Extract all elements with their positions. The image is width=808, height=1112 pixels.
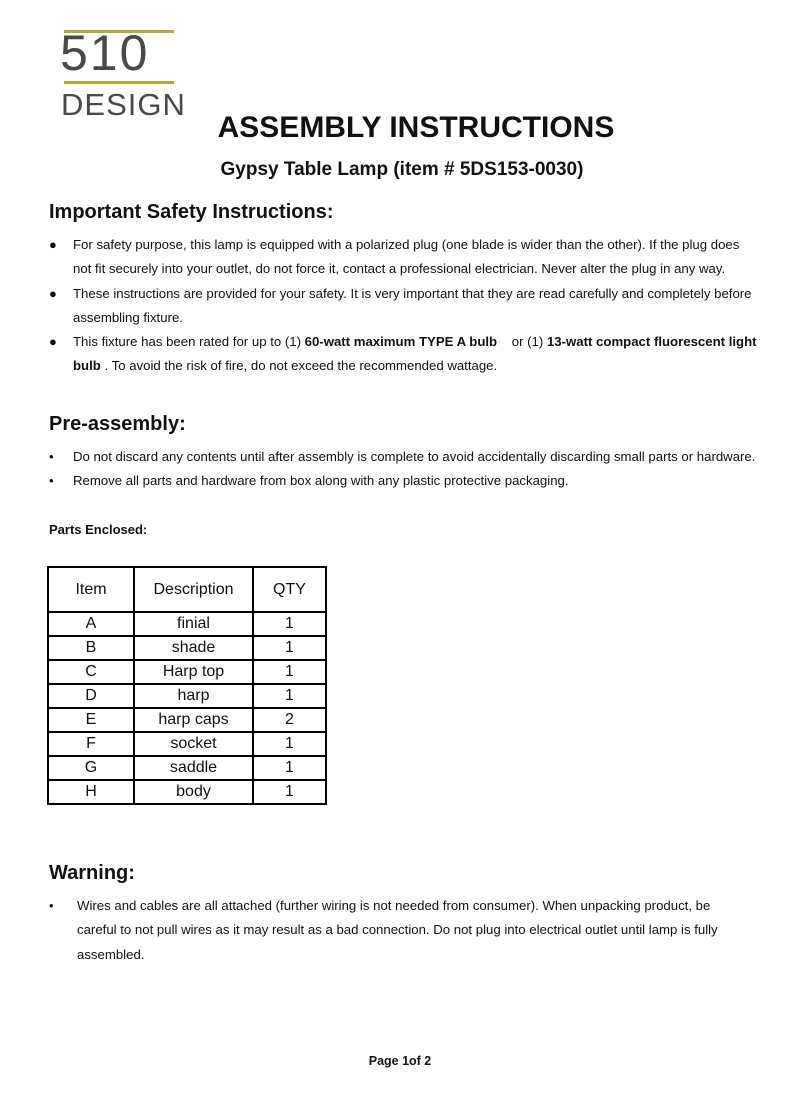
qty-cell: 1 — [253, 636, 326, 660]
qty-cell: 1 — [253, 612, 326, 636]
table-header-row — [48, 567, 326, 612]
description-cell: socket — [134, 732, 253, 756]
safety-list — [49, 233, 761, 379]
page-subtitle: Gypsy Table Lamp (item # 5DS153-0030) — [220, 159, 584, 180]
description-cell: harp — [134, 684, 253, 708]
table-row — [48, 780, 326, 804]
item-cell: D — [48, 684, 134, 708]
page-number: Page 1of 2 — [368, 1054, 432, 1068]
safety-heading: Important Safety Instructions: — [49, 201, 334, 223]
warning-item-1-text: Wires and cables are all attached (further wiring is not needed from consumer). When unpacking product, be careful to not pull wires as it may result as a bad connection. Do not plug into electrical outlet until lamp is fully assembled. — [77, 898, 718, 962]
bullet-icon: • — [49, 449, 54, 464]
preassembly-item-1-text: Do not discard any contents until after assembly is complete to avoid accidentally discarding small parts or hardware. — [73, 449, 756, 464]
description-cell: harp caps — [134, 708, 253, 732]
qty-cell: 1 — [253, 732, 326, 756]
table-row — [48, 708, 326, 732]
preassembly-heading: Pre-assembly: — [49, 413, 186, 435]
safety-item-3-part2: or (1) — [497, 334, 547, 350]
safety-item-3-part3: . To avoid the risk of fire, do not exceed the recommended wattage. — [100, 358, 498, 374]
list-item — [49, 894, 749, 967]
page-title: ASSEMBLY INSTRUCTIONS — [217, 111, 615, 144]
description-cell: Harp top — [134, 660, 253, 684]
logo-accent-bar — [64, 81, 174, 84]
parts-table — [47, 566, 327, 805]
preassembly-item-2-text: Remove all parts and hardware from box along with any plastic protective packaging. — [73, 473, 569, 489]
qty-cell: 1 — [253, 660, 326, 684]
table-row — [48, 756, 326, 780]
table-row — [48, 636, 326, 660]
safety-item-3-part1: This fixture has been rated for up to (1) — [73, 334, 305, 350]
safety-item-2-text: These instructions are provided for your safety. It is very important that they are read carefully and completely before assembling fixture. — [73, 285, 752, 325]
bullet-icon: ● — [49, 285, 57, 301]
item-cell: G — [48, 756, 134, 780]
table-row — [48, 732, 326, 756]
qty-cell: 1 — [253, 780, 326, 804]
list-item — [49, 445, 761, 469]
logo-number: 510 — [60, 25, 150, 81]
qty-cell: 1 — [253, 756, 326, 780]
column-header-qty: QTY — [253, 567, 326, 612]
table-row — [48, 660, 326, 684]
bullet-icon: • — [49, 898, 54, 913]
table-row — [48, 684, 326, 708]
qty-cell: 2 — [253, 708, 326, 732]
logo-word: DESIGN — [61, 87, 186, 122]
qty-cell: 1 — [253, 684, 326, 708]
item-cell: C — [48, 660, 134, 684]
item-cell: E — [48, 708, 134, 732]
description-cell: finial — [134, 612, 253, 636]
safety-item-3-cfl-rating: 13-watt compact fluorescent light bulb — [73, 334, 757, 374]
bullet-icon: ● — [49, 237, 57, 252]
preassembly-list — [49, 445, 761, 494]
column-header-item: Item — [48, 567, 134, 612]
item-cell: B — [48, 636, 134, 660]
item-cell: H — [48, 780, 134, 804]
bullet-icon: • — [49, 473, 54, 489]
item-cell: A — [48, 612, 134, 636]
item-cell: F — [48, 732, 134, 756]
warning-heading: Warning: — [49, 862, 135, 884]
list-item — [49, 282, 761, 331]
column-header-description: Description — [134, 567, 253, 612]
description-cell: body — [134, 780, 253, 804]
list-item — [49, 330, 761, 379]
description-cell: saddle — [134, 756, 253, 780]
list-item — [49, 233, 761, 282]
warning-list — [49, 894, 749, 967]
bullet-icon: ● — [49, 334, 57, 350]
safety-item-1-text: For safety purpose, this lamp is equipped with a polarized plug (one blade is wider than the other). If the plug does not fit securely into your outlet, do not force it, contact a professional electrician. Never alter the plug in any way. — [73, 237, 740, 277]
list-item — [49, 469, 761, 493]
safety-item-3-bulb-rating: 60-watt maximum TYPE A bulb — [304, 334, 498, 350]
description-cell: shade — [134, 636, 253, 660]
table-row — [48, 612, 326, 636]
parts-enclosed-label: Parts Enclosed: — [49, 522, 148, 537]
